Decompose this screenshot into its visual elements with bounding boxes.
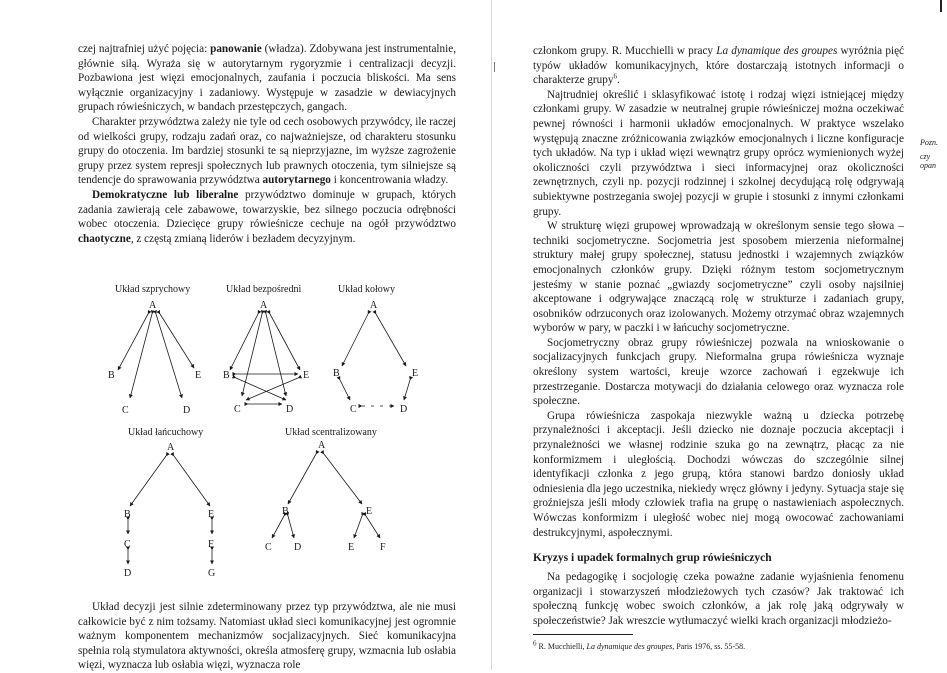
node-e-spoke: E [195, 370, 202, 381]
left-paragraph-3: Demokratyczne lub liberalne przywództwo dominuje w grupach, których zadania zawierają cele zabawowe, towarzyskie, bez silnego poczucia odrębności wobec otoczenia. Dziecięce grupy rówieśnicze cechuje na ogół przywództwo chaotyczne, z częstą zmianą liderów i bezładem decyzyjnym. [78, 188, 456, 245]
bold-term-autorytarnego: autorytarnego [262, 174, 331, 187]
footnote-italic-title: La dynamique des groupes [586, 642, 673, 651]
node-c-chain: C [124, 539, 131, 550]
label-szprychowy: Układ szprychowy [115, 284, 191, 295]
node-f-chain: F [208, 539, 214, 550]
bold-term-chaotyczne: chaotyczne [78, 232, 131, 245]
diagram-szprychowy [118, 314, 194, 398]
right-paragraph-4: Socjometryczny obraz grupy rówieśniczej pozwala na wnioskowanie o socjalizacyjnych funkcjach grupy. Nieformalna grupa rówieśnicza wyznaje określony system wartości, kreuje wzorce zachowań i egzekwuje ich przestrzeganie. Dostarcza motywacji do działania celowego oraz wyznacza role społeczne. [533, 336, 904, 408]
label-kolowy: Układ kołowy [338, 284, 395, 295]
node-b-chain: B [124, 509, 131, 520]
node-e-central: E [366, 506, 373, 517]
right-paragraph-1: członkom grupy. R. Mucchielli w pracy La dynamique des groupes wyróżnia pięć typów układów komunikacyjnych, które dostarczają istotnych informacji o charakterze grupy$^6$. [533, 45, 904, 87]
right-text-column [533, 44, 904, 629]
label-scentralizowany: Układ scentralizowany [285, 427, 377, 438]
section-heading: Kryzys i upadek formalnych grup rówieśniczych [533, 552, 772, 565]
node-a-direct: A [260, 300, 268, 311]
node-d-spoke: D [183, 405, 191, 416]
footnote-number: 6 [533, 639, 537, 648]
node-g-chain: G [208, 568, 216, 579]
node-b-direct: B [223, 370, 230, 381]
left-paragraph-1: czej najtrafniej użyć pojęcia: panowanie (władza). Zdobywana jest instrumentalnie, głównie siłą. Wyraża się w autorytarnym rygoryzmie i centralizacji decyzji. Pozbawiona jest więzi emocjonalnych, zaufania i poczucia bliskości. Ma sens wyłącznie organizacyjny i zadaniowy. Występuje w zasadzie w dewiacyjnych grupach rówieśniczych, w bandach przestępczych, gangach. [78, 43, 456, 114]
bold-term-panowanie: panowanie [210, 43, 262, 55]
label-bezposredni: Układ bezpośredni [226, 284, 302, 295]
margin-note-czy: czy opan [920, 152, 936, 170]
node-b-spoke: B [108, 370, 115, 381]
bold-term-demokratyczne: Demokratyczne lub liberalne [92, 188, 239, 201]
node-d-circle: D [400, 404, 408, 415]
left-paragraph-2: Charakter przywództwa zależy nie tyle od cech osobowych przywódcy, ile raczej od wielkości grupy, rodzaju zadań oraz, co najważniejsze, od charakteru stosunku grupy do otoczenia. Im bardziej stosunki te są nieprzyjazne, im wyższe zagrożenie grupy przez system represji społecznych lub prawnych otoczenia, tym silniejsze są tendencje do sprawowania przywództwa autorytarnego i koncentrowania władzy. [78, 115, 456, 187]
right-paragraph-5: Grupa rówieśnicza zaspokaja niezwykle ważną u dziecka potrzebę przynależności i akceptacji. Jeśli dziecko nie doznaje poczucia akceptacji i przynależności we własnej rodzinie szuka go na zewnątrz, płacąc za nie konformizmem i uległością. Dochodzi wówczas do szczególnie silnej identyfikacji członka z jego grupą, która stanowi bardzo doniosły układ odniesienia dla jego uczestnika, niekiedy wręcz główny i jedyny. Sytuacja staje się groźniejsza jeśli młody człowiek trafia na grupę o nastawieniach aspołecznych. Wówczas konformizm i uległość wobec niej mogą owocować zachowaniami destrukcyjnymi, aspołecznymi. [533, 409, 904, 539]
footnote-rule [533, 634, 633, 635]
right-paragraph-6: Na pedagogikę i socjologię czeka poważne zadanie wyjaśnienia fenomenu organizacji i stowarzyszeń młodzieżowych tych czasów? Jak traktować ich społeczną funkcję wobec swoich członków, a jak rolę jaką odgrywały w społeczeństwie? Jak wreszcie wytłumaczyć wielki krach organizacji młodzieżo- [533, 571, 904, 627]
node-b-circle: B [333, 368, 340, 379]
node-a-central: A [318, 440, 326, 451]
diagram-kolowy [340, 314, 410, 406]
left-paragraph-4: Układ decyzji jest silnie zdeterminowany przez typ przywództwa, ale nie musi całkowicie być z nim tożsamy. Natomiast układ sieci komunikacyjnej jest ogromnie ważnym komponentem mechanizmów socjalizacyjnych. Sieć komunikacyjna spełnia rolą stymulatora aktywności, określa atmosferę grupy, wzmacnia lub osłabia więzi, wyznacza lub osłabia więzi, wyznacza role [78, 601, 456, 672]
node-a-circle: A [370, 300, 378, 311]
node-e-direct: E [303, 370, 310, 381]
node-c-direct: C [234, 404, 241, 415]
right-paragraph-3: W strukturę więzi grupowej wprowadzają w określonym sensie tego słowa – techniki socjometryczne. Socjometria jest sposobem mierzenia nieformalnej struktury małej grupy społecznej, statusu jednostki i wzajemnych związków emocjonalnych członków grupy. Dzięki różnym testom socjometrycznym jesteśmy w stanie poznać „gwiazdy socjometryczne” czyli osoby najsilniej akceptowane i odgrywające znaczącą rolę w strukturze i zadaniach grupy, osobników odrzuconych oraz izolowanych. Możemy otrzymać obraz wzajemnych wyborów w pary, w paczki i w łańcuchy socjometryczne. [533, 220, 904, 335]
node-c-central: C [265, 542, 272, 553]
label-lancuchowy: Układ łańcuchowy [128, 427, 204, 438]
node-a-chain: A [167, 442, 175, 453]
diagram-lancuchowy [128, 456, 215, 564]
right-page [490, 0, 947, 670]
left-text-bottom [78, 600, 456, 673]
communication-network-diagrams [100, 280, 430, 598]
node-b-central: B [282, 506, 289, 517]
diagrams-svg [100, 280, 430, 598]
diagram-bezposredni [230, 314, 300, 404]
diagram-scentralizowany [272, 454, 380, 538]
node-c-circle: C [350, 404, 357, 415]
node-c-spoke: C [122, 405, 129, 416]
node-a-spoke: A [149, 300, 157, 311]
node-d-direct: D [286, 404, 294, 415]
left-text-column [78, 42, 456, 246]
footnote-ref: 6 [613, 72, 617, 81]
node-e2-central: E [348, 542, 355, 553]
node-e-circle: E [412, 368, 419, 379]
node-d-central: D [294, 542, 302, 553]
node-d-chain: D [124, 568, 132, 579]
right-paragraph-2: Najtrudniej określić i sklasyfikować istotę i rodzaj więzi istniejącej między członkami grupy. W zasadzie w neutralnej grupie rówieśniczej można oczekiwać pewnej równości i harmonii układów emocjonalnych. W praktyce wszelako występują znaczne zróżnicowania związków emocjonalnych i liczne konfiguracje tych układów. Na typ i układ więzi wewnątrz grupy oprócz wymienionych wyżej okoliczności czyli przywództwa i sieci informacyjnej oraz okoliczności zewnętrznych, czyli np. pozycji rodzinnej i szkolnej decydującą rolę odgrywają subiektywne postrzegania swojej pozycji w grupie i stosunki z innymi członkami grupy. [533, 88, 904, 218]
margin-note-pozn: Pozn. [920, 138, 938, 147]
node-e-chain: E [208, 509, 215, 520]
node-f-central: F [380, 542, 386, 553]
italic-title: La dynamique des groupes [716, 45, 838, 57]
footnote: $^6$ R. Mucchielli, La dynamique des groupes, Paris 1976, ss. 55-58. [533, 639, 746, 651]
